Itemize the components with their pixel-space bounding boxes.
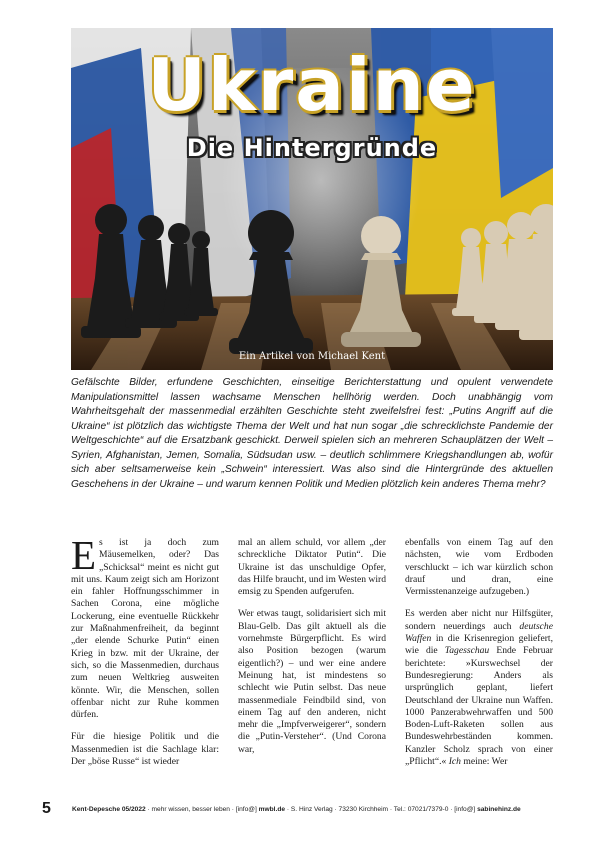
column-paragraph: Für die hiesige Politik und die Massenmedien ist die Sachlage klar: Der „böse Russe“ ist wieder [71, 731, 219, 768]
paragraph-text: Ende Februar berichtete: »Kurswechsel der Bundesregierung: Anders als ursprünglich geplant, liefert Deutschland der Ukraine nun Waffen. 1000 Panzerabwehrwaffen und 500 Boden-Luft-Raketen sollen aus Bundeswehrbeständen kommen. Kanzler Scholz sprach von einer „Pflicht“.« [405, 645, 553, 768]
footer-link-sabinehinz[interactable]: sabinehinz.de [477, 806, 521, 813]
page-number: 5 [42, 800, 51, 817]
paragraph-text: Es werden aber nicht nur Hilfsgüter, sondern neuerdings auch [405, 608, 553, 632]
paragraph-text: in die Krisenregion geliefert, wie die [405, 633, 553, 657]
source-name: Tagesschau [444, 645, 490, 657]
page-footer [42, 800, 554, 819]
hero-title: Ukraine [147, 43, 477, 127]
hero-subtitle: Die Hintergründe [186, 134, 438, 162]
column-paragraph: Wer etwas taugt, solidarisiert sich mit Blau-Gelb. Das gilt aktuell als die vornehmste Bürgerpflicht. Es wird also Position bezogen (warum eigentlich?) – und wer eine andere Meinung hat, ist mindestens so schlecht wie Putin selbst. Das neue massenmediale Feindbild sind, von einem Tag auf den anderen, nicht mehr die „Impfverweigerer“, sondern die „Putin-Versteher“. (Und Corona war, [238, 608, 386, 755]
publication-name: Kent-Depesche 05/2022 [72, 806, 146, 813]
emphasis-text: Ich [448, 756, 461, 768]
footer-publisher: · S. Hinz Verlag · 73230 Kirchheim · Tel.: 07021/7379-0 · [info@] [285, 806, 478, 813]
author-credit: Ein Artikel von Michael Kent [238, 351, 386, 362]
column-paragraph [405, 608, 553, 768]
column-paragraph: mal an allem schuld, vor allem „der schreckliche Diktator Putin“. Die Ukraine ist das unschuldige Opfer, das Hilfe braucht, und im Westen wird emsig zu Spenden aufgerufen. [238, 537, 386, 598]
drop-cap: E [71, 532, 97, 578]
text-column-2 [238, 537, 386, 766]
footer-text [72, 806, 521, 813]
footer-slogan: · mehr wissen, besser leben · [info@] [145, 806, 259, 813]
footer-link-mwbl[interactable]: mwbl.de [258, 806, 286, 813]
column-paragraph: ebenfalls von einem Tag auf den nächsten, wie vom Erdboden verschluckt – ich war kürzlich schon drauf und dran, eine Vermisstenanzeige aufzugeben.) [405, 537, 553, 598]
lead-paragraph: Gefälschte Bilder, erfundene Geschichten, einseitige Berichterstattung und opulent verwendete Manipulationsmittel lassen wachsame Menschen hellhörig werden. Doch unabhängig vom Wahrheitsgehalt der massenmedial erzählten Geschichte steht zweifelsfrei fest: „Putins Angriff auf die Ukraine“ ist plötzlich das wichtigste Thema der Welt und hat nun sogar „die schrecklichste Pandemie der Weltgeschichte“ auf die Ersatzbank geschickt. Derweil spielen sich an mehreren Schauplätzen der Welt – Syrien, Afghanistan, Jemen, Somalia, Südsudan usw. – deutlich schlimmere Kriegshandlungen ab, wofür sich aber seltsamerweise kein „Schwein“ interessiert. Was also sind die Hintergründe des aktuellen Geschehens in der Ukraine – und warum kennen Politik und Medien plötzlich kein anderes Thema mehr? [71, 377, 553, 490]
paragraph-text: s ist ja doch zum Mäusemelken, oder? Das „Schicksal“ meint es nicht gut mit uns. Kaum zeigt sich am Horizont ein fahler Hoffnungsschimmer in Sachen Corona, eine mögliche Lockerung, eine eventuelle Rückkehr zur Maßnahmenfreiheit, da beginnt „der elende Schurke Putin“ einen Krieg in bzw. mit der Ukraine, der sich, so die Massenmedien, durchaus zum neuen Weltkrieg ausweiten könnte. Wir, die Menschen, sollen offenbar nicht zur Ruhe kommen dürfen. [71, 537, 219, 721]
emphasis-text: deutsche Waffen [405, 620, 553, 645]
paragraph-text: meine: Wer [460, 756, 508, 768]
column-paragraph [71, 532, 219, 721]
text-column-3 [405, 537, 553, 778]
hero-image [71, 28, 553, 370]
text-column-1 [71, 532, 219, 778]
